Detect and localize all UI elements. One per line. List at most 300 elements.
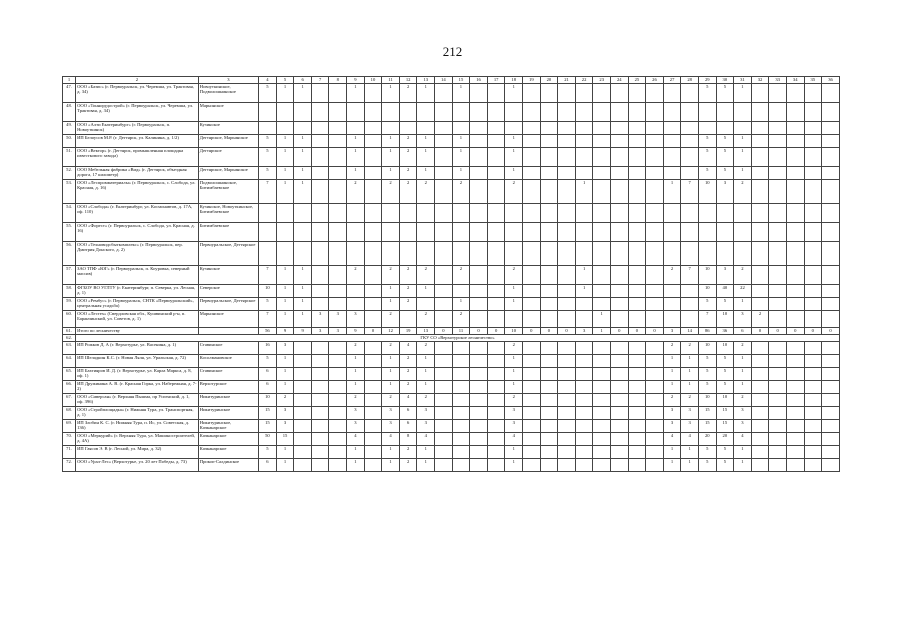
value-cell bbox=[311, 459, 329, 472]
value-cell: 3 bbox=[734, 407, 752, 420]
value-cell: 1 bbox=[734, 368, 752, 381]
value-cell bbox=[822, 420, 840, 433]
value-cell: 15 bbox=[259, 420, 277, 433]
value-cell bbox=[435, 223, 453, 242]
row-number: 66. bbox=[63, 381, 76, 394]
value-cell bbox=[804, 433, 822, 446]
table-row bbox=[63, 446, 840, 459]
forestry-area-cell: Марьинское bbox=[198, 311, 258, 328]
value-cell bbox=[804, 84, 822, 103]
column-number: 2 bbox=[76, 77, 199, 84]
value-cell bbox=[628, 311, 646, 328]
row-number: 50. bbox=[63, 135, 76, 148]
forestry-area-cell: Кузинское bbox=[198, 122, 258, 135]
value-cell: 0 bbox=[523, 328, 541, 335]
value-cell bbox=[593, 148, 611, 167]
value-cell: 15 bbox=[259, 407, 277, 420]
value-cell bbox=[364, 342, 382, 355]
row-number: 56. bbox=[63, 242, 76, 266]
value-cell bbox=[558, 311, 576, 328]
value-cell bbox=[593, 180, 611, 204]
value-cell bbox=[558, 242, 576, 266]
value-cell: 4 bbox=[382, 433, 400, 446]
value-cell bbox=[540, 394, 558, 407]
value-cell bbox=[523, 433, 541, 446]
value-cell bbox=[628, 298, 646, 311]
organization-cell: ООО Мебельная фабрика «Вид» (г. Дегтярск, объездная дорога, 17 километр) bbox=[76, 167, 199, 180]
value-cell bbox=[822, 242, 840, 266]
value-cell bbox=[452, 355, 470, 368]
value-cell: 1 bbox=[505, 135, 523, 148]
value-cell bbox=[364, 381, 382, 394]
row-number: 48. bbox=[63, 103, 76, 122]
value-cell bbox=[540, 342, 558, 355]
value-cell bbox=[329, 433, 347, 446]
forestry-area-cell: Ставинское bbox=[198, 368, 258, 381]
value-cell: 40 bbox=[716, 285, 734, 298]
value-cell bbox=[435, 342, 453, 355]
row-number: 60. bbox=[63, 311, 76, 328]
table-row bbox=[63, 459, 840, 472]
value-cell: 1 bbox=[347, 459, 365, 472]
value-cell: 1 bbox=[734, 459, 752, 472]
value-cell: 15 bbox=[716, 420, 734, 433]
forestry-area-cell: Новоуткинское, Подволошнинское bbox=[198, 84, 258, 103]
value-cell bbox=[769, 285, 787, 298]
value-cell bbox=[628, 355, 646, 368]
value-cell bbox=[575, 311, 593, 328]
value-cell bbox=[294, 103, 312, 122]
value-cell bbox=[399, 204, 417, 223]
value-cell bbox=[311, 103, 329, 122]
value-cell bbox=[487, 223, 505, 242]
value-cell bbox=[311, 368, 329, 381]
value-cell: 1 bbox=[294, 84, 312, 103]
value-cell: 5 bbox=[259, 298, 277, 311]
value-cell bbox=[593, 285, 611, 298]
value-cell bbox=[558, 135, 576, 148]
value-cell: 3 bbox=[311, 311, 329, 328]
value-cell: 0 bbox=[558, 328, 576, 335]
value-cell: 3 bbox=[716, 180, 734, 204]
value-cell: 7 bbox=[681, 266, 699, 285]
value-cell: 2 bbox=[681, 394, 699, 407]
organization-cell: ООО «Сиверсан» (г. Верхняя Пышма, пр Успенский, д. 1, оф. 396) bbox=[76, 394, 199, 407]
value-cell bbox=[593, 342, 611, 355]
value-cell bbox=[505, 204, 523, 223]
value-cell: 3 bbox=[734, 311, 752, 328]
value-cell bbox=[435, 298, 453, 311]
value-cell bbox=[769, 103, 787, 122]
value-cell: 3 bbox=[663, 407, 681, 420]
column-number: 8 bbox=[329, 77, 347, 84]
value-cell: 1 bbox=[382, 84, 400, 103]
value-cell bbox=[523, 103, 541, 122]
value-cell bbox=[276, 103, 294, 122]
value-cell bbox=[804, 103, 822, 122]
forestry-area-cell: Первоуральское, Дегтярское bbox=[198, 298, 258, 311]
value-cell bbox=[505, 122, 523, 135]
value-cell: 1 bbox=[347, 135, 365, 148]
value-cell bbox=[523, 311, 541, 328]
value-cell bbox=[470, 381, 488, 394]
value-cell bbox=[786, 342, 804, 355]
value-cell bbox=[610, 135, 628, 148]
table-row bbox=[63, 355, 840, 368]
value-cell: 0 bbox=[646, 328, 664, 335]
value-cell bbox=[523, 223, 541, 242]
value-cell bbox=[610, 167, 628, 180]
row-number: 65. bbox=[63, 368, 76, 381]
value-cell bbox=[769, 84, 787, 103]
value-cell bbox=[804, 122, 822, 135]
value-cell: 1 bbox=[276, 355, 294, 368]
value-cell bbox=[610, 223, 628, 242]
value-cell bbox=[575, 407, 593, 420]
value-cell bbox=[822, 342, 840, 355]
value-cell bbox=[804, 204, 822, 223]
value-cell: 3 bbox=[382, 407, 400, 420]
value-cell bbox=[435, 381, 453, 394]
row-number: 55. bbox=[63, 223, 76, 242]
row-number: 57. bbox=[63, 266, 76, 285]
value-cell bbox=[435, 420, 453, 433]
value-cell: 10 bbox=[505, 328, 523, 335]
value-cell bbox=[575, 420, 593, 433]
value-cell bbox=[452, 459, 470, 472]
value-cell bbox=[593, 135, 611, 148]
value-cell bbox=[558, 459, 576, 472]
value-cell: 2 bbox=[382, 266, 400, 285]
value-cell bbox=[329, 180, 347, 204]
value-cell bbox=[646, 342, 664, 355]
value-cell: 1 bbox=[276, 298, 294, 311]
value-cell: 1 bbox=[663, 355, 681, 368]
forestry-area-cell: Марьинское bbox=[198, 103, 258, 122]
value-cell bbox=[329, 285, 347, 298]
value-cell bbox=[347, 103, 365, 122]
value-cell: 3 bbox=[347, 420, 365, 433]
value-cell: 3 bbox=[417, 420, 435, 433]
value-cell: 2 bbox=[276, 394, 294, 407]
value-cell: 2 bbox=[417, 180, 435, 204]
data-table bbox=[62, 76, 840, 472]
value-cell: 15 bbox=[698, 407, 716, 420]
column-number: 14 bbox=[435, 77, 453, 84]
value-cell bbox=[364, 167, 382, 180]
value-cell: 2 bbox=[399, 298, 417, 311]
value-cell bbox=[610, 266, 628, 285]
value-cell bbox=[470, 394, 488, 407]
value-cell bbox=[311, 242, 329, 266]
table-row bbox=[63, 407, 840, 420]
value-cell: 1 bbox=[276, 266, 294, 285]
value-cell bbox=[769, 223, 787, 242]
value-cell bbox=[593, 103, 611, 122]
value-cell bbox=[804, 368, 822, 381]
value-cell bbox=[751, 242, 769, 266]
column-number: 22 bbox=[575, 77, 593, 84]
value-cell bbox=[646, 459, 664, 472]
value-cell: 5 bbox=[698, 355, 716, 368]
value-cell bbox=[487, 180, 505, 204]
value-cell bbox=[822, 103, 840, 122]
column-number: 24 bbox=[610, 77, 628, 84]
value-cell: 2 bbox=[382, 342, 400, 355]
value-cell bbox=[487, 285, 505, 298]
value-cell bbox=[751, 394, 769, 407]
value-cell: 11 bbox=[452, 328, 470, 335]
value-cell: 2 bbox=[417, 266, 435, 285]
value-cell bbox=[452, 285, 470, 298]
value-cell bbox=[786, 459, 804, 472]
value-cell bbox=[628, 167, 646, 180]
value-cell: 2 bbox=[734, 342, 752, 355]
value-cell bbox=[663, 135, 681, 148]
value-cell: 3 bbox=[329, 311, 347, 328]
value-cell bbox=[593, 122, 611, 135]
value-cell bbox=[523, 368, 541, 381]
value-cell: 1 bbox=[294, 298, 312, 311]
value-cell bbox=[681, 84, 699, 103]
value-cell bbox=[417, 122, 435, 135]
value-cell: 0 bbox=[435, 328, 453, 335]
value-cell bbox=[769, 433, 787, 446]
value-cell bbox=[646, 433, 664, 446]
value-cell bbox=[628, 368, 646, 381]
value-cell bbox=[663, 223, 681, 242]
value-cell bbox=[470, 103, 488, 122]
value-cell: 5 bbox=[698, 167, 716, 180]
value-cell bbox=[487, 148, 505, 167]
value-cell bbox=[575, 394, 593, 407]
value-cell bbox=[593, 298, 611, 311]
value-cell: 1 bbox=[382, 459, 400, 472]
value-cell bbox=[364, 355, 382, 368]
value-cell: 1 bbox=[347, 84, 365, 103]
value-cell: 6 bbox=[399, 420, 417, 433]
value-cell: 1 bbox=[276, 135, 294, 148]
organization-cell: ИП Белоусов М.Р. (г. Дегтярск, ул. Калинина, д. 1/2) bbox=[76, 135, 199, 148]
value-cell bbox=[452, 381, 470, 394]
value-cell: 1 bbox=[417, 84, 435, 103]
value-cell bbox=[786, 204, 804, 223]
section-title: ГКУ СО «Верхотурское лесничество» bbox=[76, 335, 840, 342]
value-cell: 1 bbox=[276, 381, 294, 394]
value-cell: 2 bbox=[399, 266, 417, 285]
value-cell bbox=[804, 342, 822, 355]
value-cell bbox=[786, 223, 804, 242]
value-cell bbox=[751, 446, 769, 459]
value-cell bbox=[769, 298, 787, 311]
value-cell: 2 bbox=[399, 285, 417, 298]
column-number: 31 bbox=[734, 77, 752, 84]
value-cell bbox=[311, 180, 329, 204]
value-cell: 9 bbox=[276, 328, 294, 335]
value-cell: 1 bbox=[505, 84, 523, 103]
value-cell bbox=[452, 122, 470, 135]
value-cell: 2 bbox=[681, 342, 699, 355]
value-cell bbox=[822, 446, 840, 459]
value-cell: 6 bbox=[259, 459, 277, 472]
value-cell bbox=[804, 242, 822, 266]
value-cell: 6 bbox=[259, 381, 277, 394]
value-cell: 0 bbox=[769, 328, 787, 335]
value-cell bbox=[329, 407, 347, 420]
value-cell bbox=[786, 103, 804, 122]
value-cell: 3 bbox=[681, 407, 699, 420]
value-cell: 1 bbox=[505, 285, 523, 298]
row-number: 72. bbox=[63, 459, 76, 472]
value-cell bbox=[628, 381, 646, 394]
table-row bbox=[63, 433, 840, 446]
value-cell bbox=[487, 433, 505, 446]
value-cell bbox=[470, 285, 488, 298]
value-cell bbox=[311, 355, 329, 368]
value-cell bbox=[364, 394, 382, 407]
value-cell bbox=[822, 368, 840, 381]
value-cell bbox=[452, 103, 470, 122]
value-cell bbox=[804, 223, 822, 242]
value-cell: 1 bbox=[681, 446, 699, 459]
forestry-area-cell: Дегтярское, Марьинское bbox=[198, 167, 258, 180]
value-cell bbox=[786, 420, 804, 433]
value-cell: 1 bbox=[382, 368, 400, 381]
value-cell bbox=[364, 311, 382, 328]
value-cell bbox=[487, 84, 505, 103]
value-cell bbox=[399, 223, 417, 242]
row-number: 49. bbox=[63, 122, 76, 135]
value-cell: 2 bbox=[399, 446, 417, 459]
value-cell bbox=[417, 204, 435, 223]
value-cell bbox=[329, 223, 347, 242]
value-cell bbox=[364, 298, 382, 311]
value-cell bbox=[628, 180, 646, 204]
value-cell bbox=[435, 180, 453, 204]
value-cell: 5 bbox=[716, 84, 734, 103]
forestry-area-cell: Битимбаевское bbox=[198, 223, 258, 242]
value-cell bbox=[646, 103, 664, 122]
column-number: 6 bbox=[294, 77, 312, 84]
forestry-area-cell: Качканарское bbox=[198, 433, 258, 446]
value-cell bbox=[769, 311, 787, 328]
value-cell bbox=[364, 135, 382, 148]
value-cell bbox=[786, 394, 804, 407]
value-cell: 1 bbox=[593, 328, 611, 335]
value-cell: 5 bbox=[716, 167, 734, 180]
value-cell: 4 bbox=[399, 342, 417, 355]
value-cell: 1 bbox=[663, 446, 681, 459]
value-cell bbox=[294, 446, 312, 459]
organization-cell: ООО «Стройплощадка» (г. Нижняя Тура, ул. Транспортная, д. 1) bbox=[76, 407, 199, 420]
value-cell: 3 bbox=[382, 420, 400, 433]
forestry-area-cell: Кузинское bbox=[198, 266, 258, 285]
value-cell bbox=[435, 407, 453, 420]
value-cell bbox=[540, 446, 558, 459]
table-row bbox=[63, 394, 840, 407]
value-cell bbox=[329, 122, 347, 135]
value-cell bbox=[734, 103, 752, 122]
value-cell bbox=[311, 381, 329, 394]
value-cell bbox=[364, 446, 382, 459]
value-cell bbox=[610, 459, 628, 472]
value-cell bbox=[628, 122, 646, 135]
value-cell bbox=[628, 204, 646, 223]
value-cell bbox=[558, 433, 576, 446]
column-number: 18 bbox=[505, 77, 523, 84]
value-cell: 1 bbox=[347, 355, 365, 368]
value-cell bbox=[540, 355, 558, 368]
value-cell bbox=[487, 103, 505, 122]
value-cell bbox=[769, 148, 787, 167]
value-cell bbox=[751, 298, 769, 311]
value-cell bbox=[452, 368, 470, 381]
value-cell bbox=[769, 342, 787, 355]
value-cell bbox=[399, 122, 417, 135]
value-cell: 2 bbox=[399, 180, 417, 204]
value-cell bbox=[610, 311, 628, 328]
value-cell bbox=[804, 311, 822, 328]
value-cell bbox=[435, 84, 453, 103]
value-cell: 1 bbox=[681, 381, 699, 394]
value-cell bbox=[751, 407, 769, 420]
value-cell bbox=[523, 135, 541, 148]
value-cell bbox=[487, 446, 505, 459]
value-cell bbox=[786, 148, 804, 167]
value-cell: 1 bbox=[681, 355, 699, 368]
value-cell bbox=[523, 180, 541, 204]
value-cell: 1 bbox=[276, 148, 294, 167]
value-cell: 3 bbox=[663, 328, 681, 335]
value-cell bbox=[575, 223, 593, 242]
value-cell: 2 bbox=[417, 394, 435, 407]
value-cell: 5 bbox=[259, 167, 277, 180]
value-cell: 1 bbox=[663, 368, 681, 381]
value-cell: 22 bbox=[734, 285, 752, 298]
value-cell bbox=[347, 122, 365, 135]
value-cell bbox=[347, 285, 365, 298]
value-cell bbox=[575, 242, 593, 266]
value-cell bbox=[593, 204, 611, 223]
value-cell bbox=[593, 355, 611, 368]
value-cell bbox=[329, 148, 347, 167]
value-cell bbox=[593, 223, 611, 242]
value-cell bbox=[470, 368, 488, 381]
value-cell: 5 bbox=[716, 148, 734, 167]
value-cell bbox=[804, 355, 822, 368]
table-row bbox=[63, 420, 840, 433]
organization-cell: ИП Рожков Д. А (г. Верхотурье, ул. Васенина, д. 1) bbox=[76, 342, 199, 355]
value-cell bbox=[276, 122, 294, 135]
value-cell bbox=[329, 459, 347, 472]
value-cell: 1 bbox=[417, 148, 435, 167]
value-cell bbox=[769, 407, 787, 420]
value-cell bbox=[575, 204, 593, 223]
value-cell bbox=[347, 223, 365, 242]
value-cell: 1 bbox=[734, 381, 752, 394]
value-cell bbox=[593, 407, 611, 420]
value-cell bbox=[294, 242, 312, 266]
value-cell bbox=[646, 285, 664, 298]
value-cell bbox=[487, 298, 505, 311]
value-cell bbox=[628, 266, 646, 285]
table-row bbox=[63, 381, 840, 394]
value-cell bbox=[311, 420, 329, 433]
value-cell: 0 bbox=[487, 328, 505, 335]
value-cell bbox=[716, 122, 734, 135]
value-cell: 1 bbox=[382, 298, 400, 311]
value-cell bbox=[558, 394, 576, 407]
